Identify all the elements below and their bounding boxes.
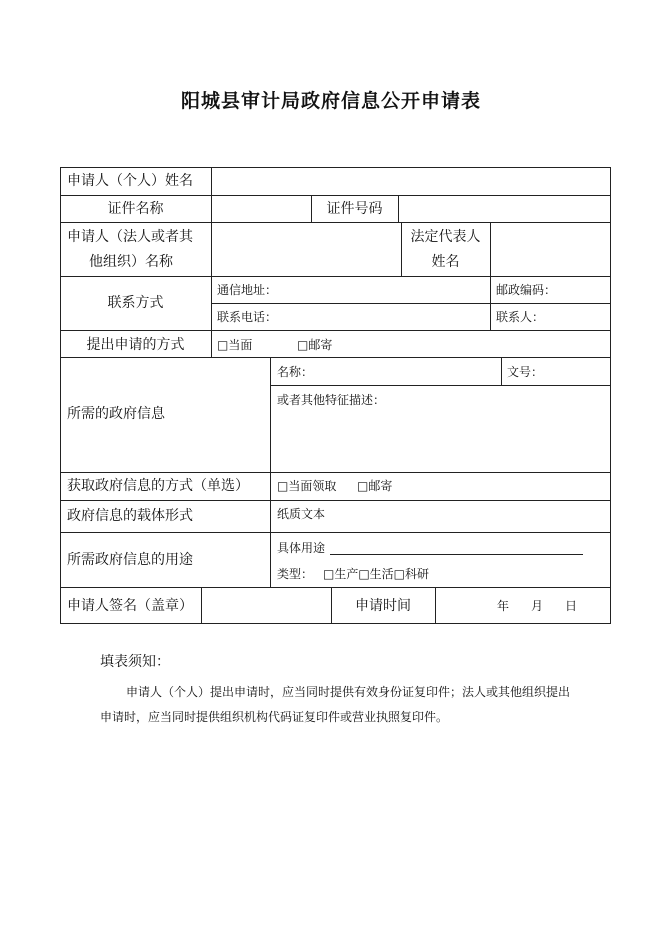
type-options[interactable]: □生产□生活□科研 <box>323 567 430 581</box>
submit-method-label: 提出申请的方式 <box>86 337 185 353</box>
submit-option-in-person[interactable]: □当面 <box>217 338 253 352</box>
table-line <box>270 532 271 587</box>
org-applicant-label: 他组织）名称 <box>89 254 173 270</box>
table-line <box>60 623 611 624</box>
signature-label: 申请人签名（盖章） <box>67 598 193 614</box>
table-line <box>60 167 611 168</box>
table-line <box>60 276 611 277</box>
obtain-option-in-person[interactable]: □当面领取 <box>277 479 337 493</box>
table-line <box>610 167 611 624</box>
table-line <box>60 532 611 533</box>
legal-rep-label: 姓名 <box>431 254 460 270</box>
table-line <box>501 357 502 385</box>
id-number-label: 证件号码 <box>326 201 383 217</box>
contact-label: 联系方式 <box>107 295 164 311</box>
doc-number-label: 文号： <box>507 365 544 379</box>
postcode-label: 邮政编码： <box>496 283 557 297</box>
apply-time-label: 申请时间 <box>355 598 411 614</box>
table-line <box>60 587 611 588</box>
table-line <box>211 303 611 304</box>
legal-rep-label: 法定代表人 <box>410 229 481 245</box>
other-desc-label: 或者其他特征描述： <box>277 393 386 407</box>
table-line <box>60 195 611 196</box>
specific-purpose-label: 具体用途 <box>277 541 326 555</box>
table-line <box>60 222 611 223</box>
address-label: 通信地址： <box>217 283 278 297</box>
carrier-value: 纸质文本 <box>277 507 326 521</box>
submit-option-mail[interactable]: □邮寄 <box>297 338 333 352</box>
table-line <box>60 167 61 624</box>
info-needed-label: 所需的政府信息 <box>67 406 165 422</box>
page-title: 阳城县审计局政府信息公开申请表 <box>180 90 481 112</box>
table-line <box>270 385 611 386</box>
contact-person-label: 联系人： <box>496 310 545 324</box>
info-name-label: 名称： <box>277 365 314 379</box>
table-line <box>211 167 212 357</box>
obtain-option-mail[interactable]: □邮寄 <box>357 479 393 493</box>
table-line <box>60 472 611 473</box>
notes-heading: 填表须知： <box>100 654 170 670</box>
table-line <box>398 195 399 222</box>
notes-body: 申请人（个人）提出申请时，应当同时提供有效身份证复印件；法人或其他组织提出申请时，应当同时提供组织机构代码证复印件或营业执照复印件。 <box>100 685 571 724</box>
id-type-label: 证件名称 <box>107 201 164 217</box>
table-line <box>60 500 611 501</box>
date-year: 年 <box>497 599 510 613</box>
table-line <box>490 222 491 330</box>
date-day: 日 <box>565 599 578 613</box>
specific-purpose-line[interactable] <box>330 554 583 555</box>
table-line <box>435 587 436 623</box>
carrier-label: 政府信息的载体形式 <box>67 508 193 524</box>
date-month: 月 <box>531 599 544 613</box>
type-label: 类型： <box>277 567 314 581</box>
obtain-method-label: 获取政府信息的方式（单选） <box>67 478 249 494</box>
applicant-name-label: 申请人（个人）姓名 <box>67 173 193 189</box>
table-line <box>270 357 271 532</box>
table-line <box>60 330 611 331</box>
table-line <box>60 357 611 358</box>
org-applicant-label: 申请人（法人或者其 <box>67 229 193 245</box>
phone-label: 联系电话： <box>217 310 278 324</box>
purpose-label: 所需政府信息的用途 <box>67 552 193 568</box>
table-line <box>201 587 202 623</box>
